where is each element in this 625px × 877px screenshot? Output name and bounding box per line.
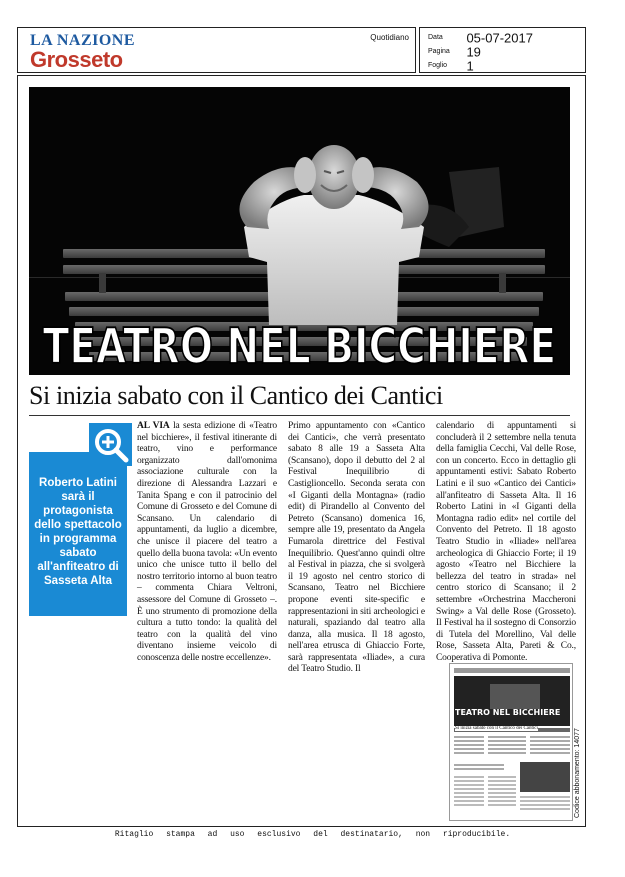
page-thumbnail: [449, 663, 573, 821]
info-callout: Roberto Latini sarà il protagonista dello spettacolo in programma sabato all'anfiteatro di Sasseta Alta: [29, 452, 127, 616]
newspaper-name: LA NAZIONE: [30, 32, 136, 49]
page-value: 19: [466, 44, 481, 60]
sheet-row: [428, 57, 474, 75]
publication-type: Quotidiano: [370, 33, 409, 42]
article-subhead: Si inizia sabato con il Cantico dei Cantici: [29, 381, 443, 410]
metadata-box: [419, 27, 586, 73]
article-photo: [29, 87, 570, 375]
masthead-box: [17, 27, 416, 73]
article-column-3: [436, 421, 576, 664]
sheet-value: 1: [466, 58, 474, 74]
edition-name: Grosseto: [30, 47, 123, 72]
article-column-2: [288, 421, 425, 676]
divider-rule: [29, 415, 570, 416]
zoom-box[interactable]: [89, 423, 132, 466]
column-2-text: Primo appuntamento con «Cantico dei Cantici», che verrà presentato sabato 8 alle 19 a Sasseta Alta (Scansano), dopo il debutto del 2 al Festival Inequilibrio di Castiglioncello. Seconda serata con «I Giganti della Montagna» (radio edit) di Pirandello al Convento del Petreto (Scansano) domenica 16, sempre alle 19, presentato da Angela Fumarola direttrice del Festival Inequilibrio. Quest'anno quindi oltre al Festival in piazza, che si svolgerà il 19 agosto nel centro storico di Scansano, Teatro nel Bicchiere propone eventi site-specific e rappresentazioni in siti archeologici e naturali, spaziando dal teatro alla danza, alla musica. Il 18 agosto, nell'area etrusca di Ghiaccio Forte, sarà rappresentata «Iliade», a cura del Teatro Studio. Il: [288, 421, 425, 675]
zoom-in-icon: [89, 423, 132, 466]
sheet-label: Foglio: [428, 62, 448, 70]
column-3-text: calendario di appuntamenti si concluderà il 2 settembre nella tenuta della famiglia Cecchi, Val delle Rose, con un concerto. Ecco in dettaglio gli appuntamenti estivi: Sabato Roberto Latini e il suo «Cantico dei Cantici» all'anfiteatro di Sasseta Alta. Il 16 Roberto Latini in «I Giganti della Montagna radio edit» nel cortile del Convento del Petreto. Il 18 agosto Teatro Studio in «Iliade» nell'area archeologica di Ghiaccio Forte; il 19 agosto «Teatro nel Bicchiere la bellezza del teatro in strada» nel centro storico di Scansano; il 2 settembre «Orchestrina Maccheroni Swing» a Val delle Rose (Grosseto). Il Festival ha il sostegno di Consorzio di Tutela del Morellino, Val delle Rose, Sasseta Alta, Pareti & Co., Cooperativa di Pomonte.: [436, 421, 576, 663]
column-1-text: la sesta edizione di «Teatro nel bicchiere», il festival itinerante di teatro, vino e performance organizzato dall'omonima associazione culturale con la direzione di Alessandra Lazzari e Tanita Spang e con il patrocinio del Comune di Grosseto e del Comune di Scansano. Un calendario di appuntamenti, da luglio a dicembre, che unisce il piacere del teatro a quello della buona tavola: «Un evento unico che unisce tutto il bello del nostro territorio intorno al buon teatro – commenta Chiara Veltroni, assessore del Comune di Grosseto –. È uno strumento di promozione della cultura a tutto tondo: la qualità del teatro con la qualità del vino diventano insieme veicolo di conoscenza delle nostre eccellenze».: [137, 421, 277, 663]
date-label: Data: [428, 34, 443, 42]
photo-headline: TEATRO NEL BICCHIERE: [42, 319, 557, 375]
lead-in: AL VIA: [137, 421, 170, 431]
footer-notice: Ritaglio stampa ad uso esclusivo del destinatario, non riproducibile.: [114, 830, 511, 839]
page-label: Pagina: [428, 48, 450, 56]
article-column-1: [137, 421, 277, 664]
thumbnail-subhead: Si inizia sabato con il Cantico dei Cantici: [455, 726, 538, 731]
subscription-code: Codice abbonamento: 14077: [574, 728, 581, 818]
thumbnail-headline: TEATRO NEL BICCHIERE: [455, 708, 561, 717]
date-value: 05-07-2017: [466, 30, 533, 46]
